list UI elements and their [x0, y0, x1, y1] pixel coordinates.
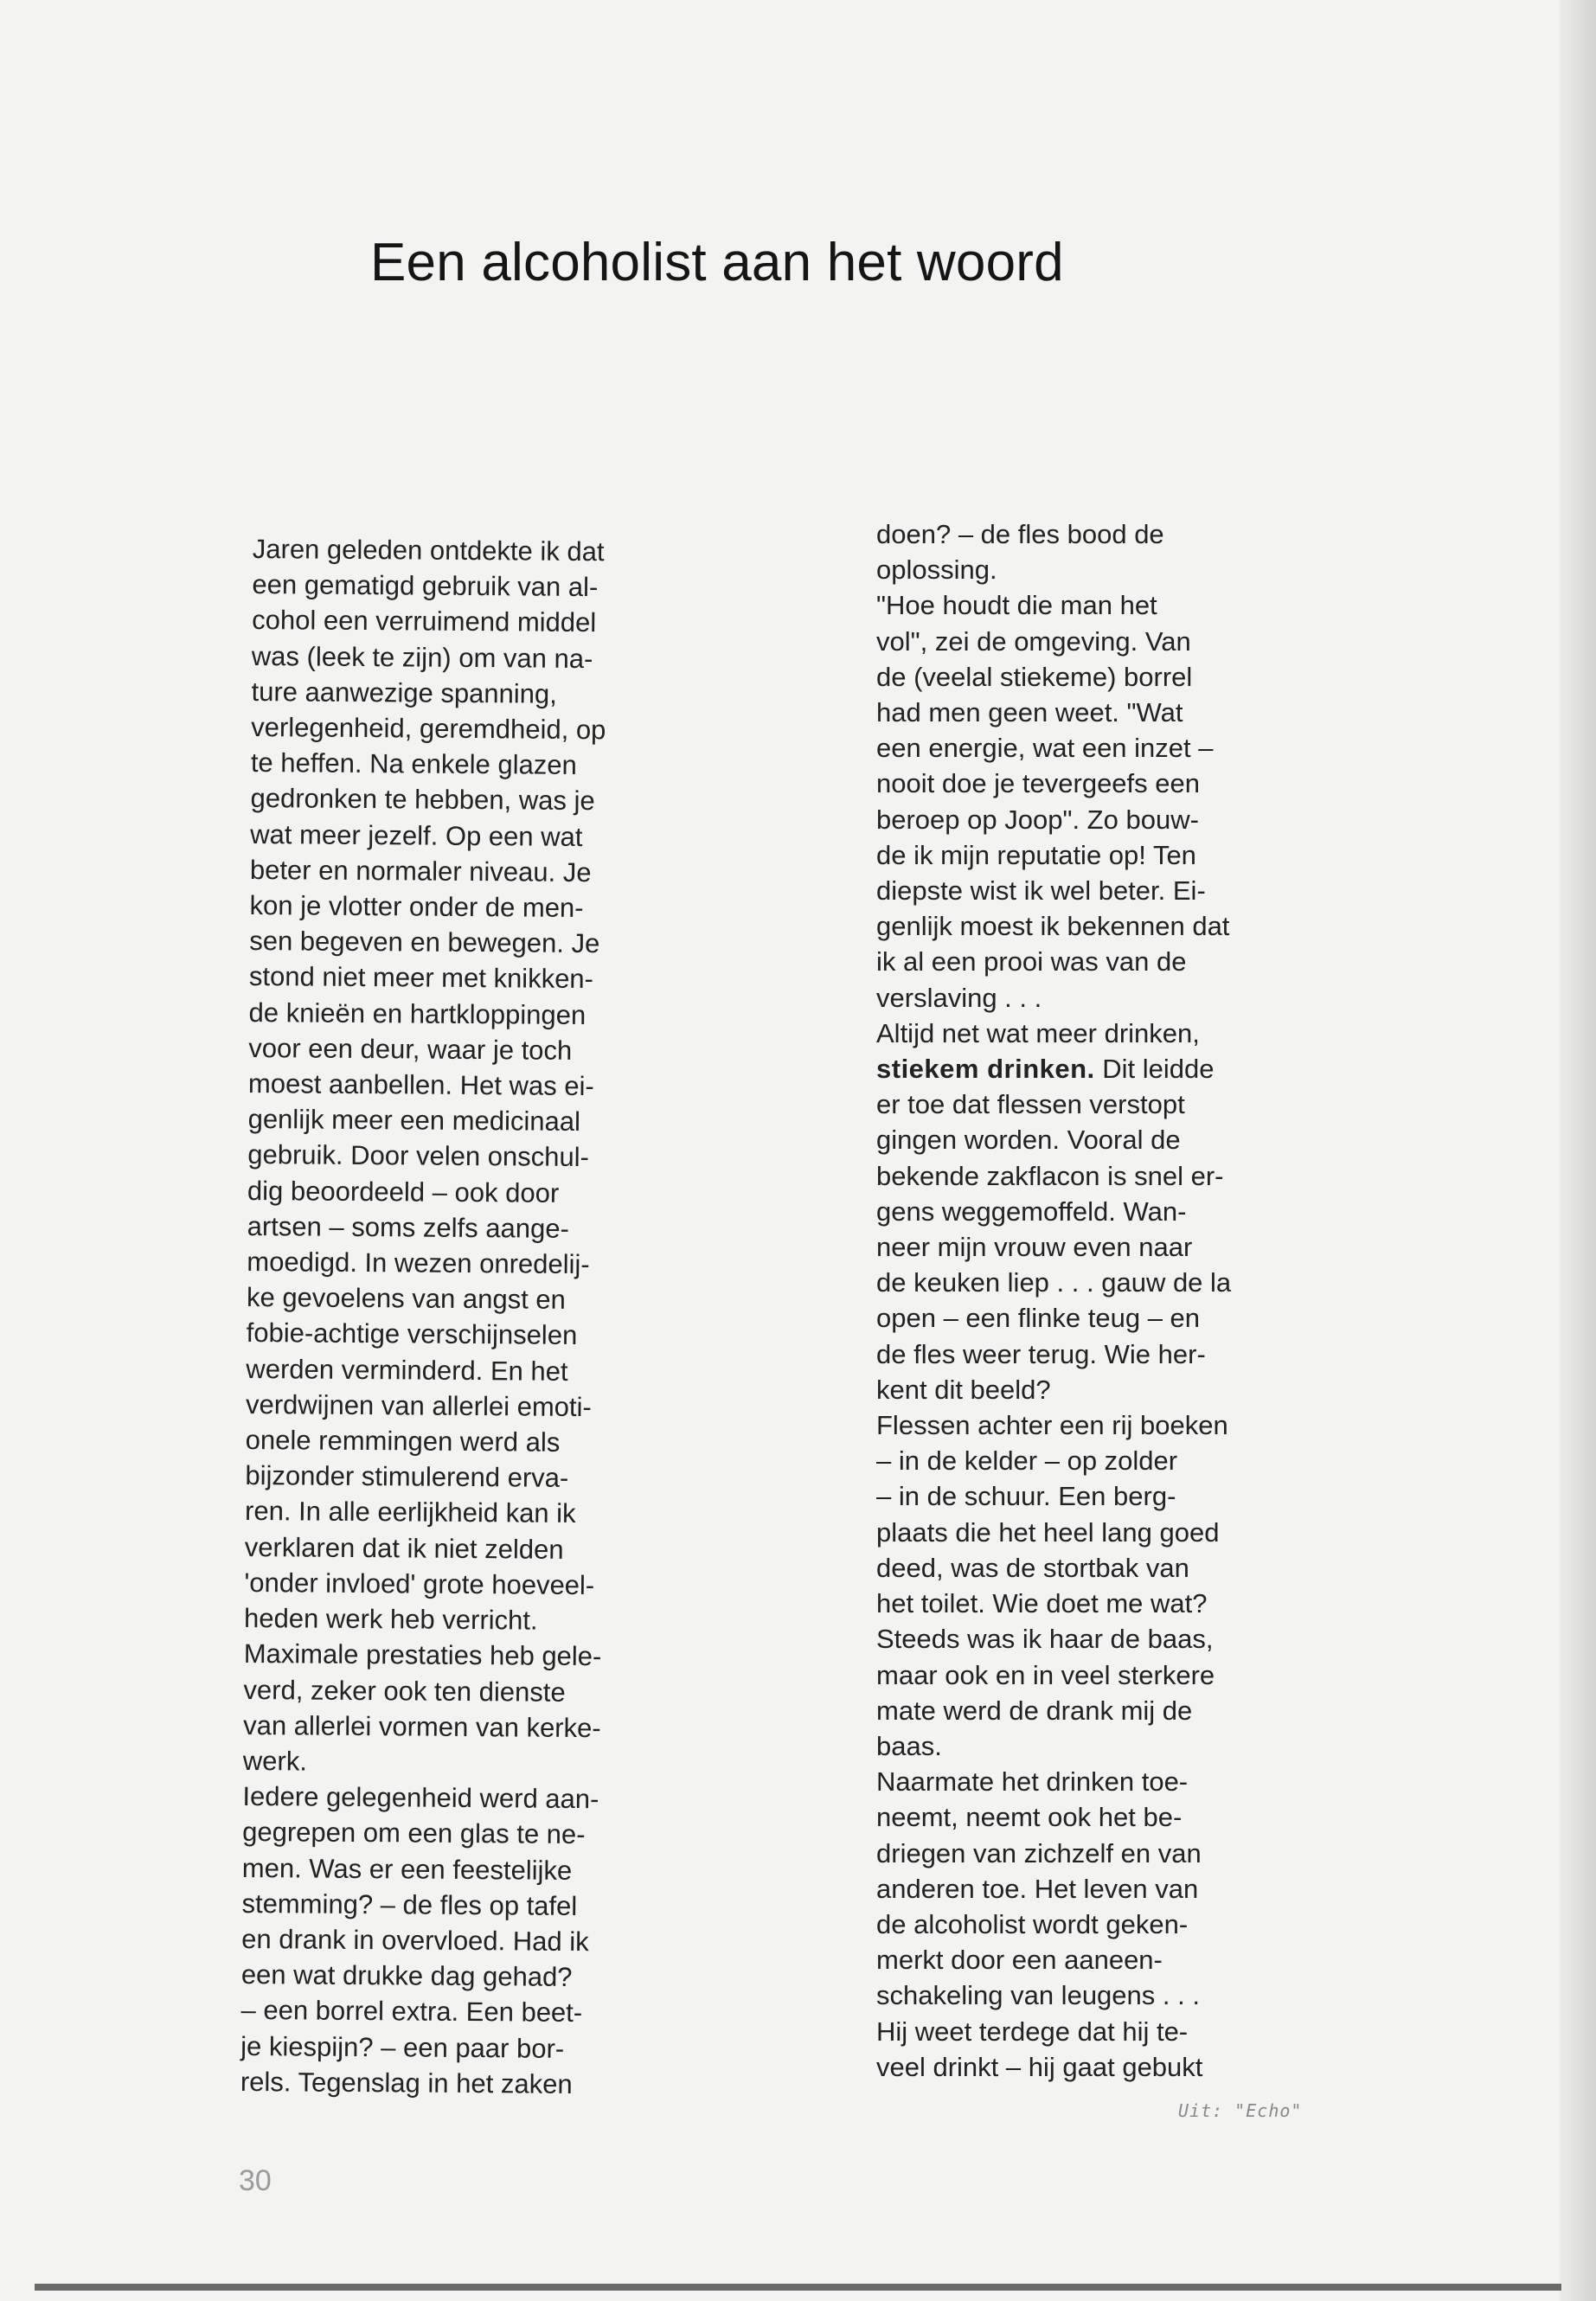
text-line: maar ook en in veel sterkere — [876, 1659, 1215, 1690]
text-line: van allerlei vormen van kerke- — [243, 1709, 601, 1743]
text-line: fobie-achtige verschijnselen — [246, 1317, 578, 1351]
text-line: – een borrel extra. Een beet- — [240, 1995, 583, 2029]
emphasis-tail: Dit leidde — [1094, 1054, 1215, 1085]
text-line: stond niet meer met knikken- — [248, 961, 594, 995]
text-line: merkt door een aaneen- — [876, 1945, 1163, 1976]
page-number: 30 — [239, 2164, 272, 2197]
text-line: had men geen weet. "Wat — [876, 697, 1183, 728]
text-line: onele remmingen werd als — [245, 1425, 561, 1458]
text-line: schakeling van leugens . . . — [876, 1980, 1200, 2011]
text-line: open – een flinke teug – en — [876, 1303, 1201, 1334]
text-line: artsen – soms zelfs aange- — [247, 1210, 570, 1244]
text-line: de keuken liep . . . gauw de la — [876, 1267, 1232, 1298]
text-line: Iedere gelegenheid werd aan- — [242, 1781, 599, 1815]
text-line: wat meer jezelf. Op een wat — [250, 818, 583, 852]
text-line: verd, zeker ook ten dienste — [243, 1674, 566, 1708]
text-line: plaats die het heel lang goed — [876, 1516, 1220, 1548]
text-line: 'onder invloed' grote hoeveel- — [244, 1567, 595, 1601]
text-line: neemt, neemt ook het be- — [876, 1802, 1183, 1833]
text-line: anderen toe. Het leven van — [876, 1873, 1199, 1904]
text-line: was (leek te zijn) om van na- — [251, 640, 593, 674]
text-line: voor een deur, waar je toch — [248, 1032, 573, 1066]
text-line: heden werk heb verricht. — [243, 1603, 538, 1636]
text-line: Jaren geleden ontdekte ik dat — [252, 533, 605, 567]
text-line: Naarmate het drinken toe- — [876, 1766, 1189, 1798]
text-line: een gematigd gebruik van al- — [252, 569, 599, 603]
article-title: Een alcoholist aan het woord — [370, 233, 1064, 292]
text-line: werden verminderd. En het — [246, 1353, 568, 1387]
text-line: – in de kelder – op zolder — [876, 1445, 1178, 1477]
text-line: ture aanwezige spanning, — [251, 676, 557, 709]
text-line: rels. Tegenslag in het zaken — [240, 2066, 573, 2099]
text-line: ik al een prooi was van de — [876, 946, 1187, 977]
text-line: je kiespijn? – een paar bor- — [240, 2030, 565, 2064]
text-line: dig beoordeeld – ook door — [247, 1175, 560, 1208]
text-line: de ik mijn reputatie op! Ten — [876, 839, 1196, 870]
text-line: verklaren dat ik niet zelden — [244, 1531, 564, 1565]
text-line: gedronken te hebben, was je — [250, 783, 595, 817]
text-line: de alcoholist wordt geken- — [876, 1908, 1189, 1939]
text-line: werk. — [242, 1745, 308, 1777]
text-line: een wat drukke dag gehad? — [240, 1959, 573, 1993]
text-line: sen begeven en bewegen. Je — [249, 926, 600, 959]
text-line: Altijd net wat meer drinken, — [876, 1017, 1200, 1048]
text-line: kent dit beeld? — [876, 1374, 1051, 1405]
left-column — [240, 531, 702, 2103]
text-line: gens weggemoffeld. Wan- — [876, 1195, 1187, 1227]
text-line: Hij weet terdege dat hij te- — [876, 2016, 1189, 2047]
text-line: verdwijnen van allerlei emoti- — [245, 1388, 592, 1422]
text-line: stemming? – de fles op tafel — [241, 1888, 578, 1921]
text-line: moest aanbellen. Het was ei- — [247, 1068, 594, 1102]
text-line: oplossing. — [876, 554, 997, 586]
text-line: vol", zei de omgeving. Van — [876, 625, 1191, 657]
page-edge-shadow — [1560, 0, 1596, 2301]
text-line: gingen worden. Vooral de — [876, 1125, 1181, 1156]
text-line: deed, was de stortbak van — [876, 1552, 1189, 1583]
text-line: moedigd. In wezen onredelij- — [247, 1247, 590, 1280]
text-line: Maximale prestaties heb gele- — [243, 1638, 602, 1672]
text-line: doen? – de fles bood de — [876, 519, 1164, 549]
text-line: de (veelal stiekeme) borrel — [876, 661, 1193, 692]
text-line: beter en normaler niveau. Je — [249, 854, 592, 888]
text-line: en drank in overvloed. Had ik — [241, 1923, 589, 1958]
emphasis-text: stiekem drinken. — [876, 1054, 1095, 1085]
text-line: Steeds was ik haar de baas, — [876, 1624, 1214, 1655]
text-line: diepste wist ik wel beter. Ei- — [876, 875, 1206, 907]
text-line: gebruik. Door velen onschul- — [247, 1139, 590, 1173]
text-line: – in de schuur. Een berg- — [876, 1481, 1176, 1512]
text-line: mate werd de drank mij de — [876, 1695, 1193, 1726]
text-line: "Hoe houdt die man het — [876, 590, 1157, 621]
text-line: er toe dat flessen verstopt — [876, 1089, 1185, 1120]
text-line: bekende zakflacon is snel er- — [876, 1160, 1224, 1191]
text-line: genlijk moest ik bekennen dat — [876, 911, 1230, 942]
right-column — [876, 516, 1326, 2085]
page-bottom-edge — [35, 2284, 1561, 2291]
text-line: verslaving . . . — [876, 982, 1042, 1013]
text-line: Flessen achter een rij boeken — [876, 1410, 1228, 1441]
text-line: kon je vlotter onder de men- — [249, 890, 584, 924]
text-line: veel drinkt – hij gaat gebukt — [876, 2051, 1203, 2082]
text-line: verlegenheid, geremdheid, op — [251, 712, 606, 746]
text-line: cohol een verruimend middel — [252, 605, 597, 638]
text-line: de knieën en hartkloppingen — [248, 997, 586, 1030]
text-line: genlijk meer een medicinaal — [247, 1104, 581, 1138]
text-line: gegrepen om een glas te ne- — [242, 1817, 586, 1850]
text-line: het toilet. Wie doet me wat? — [876, 1588, 1208, 1619]
source-credit: Uit: "Echo" — [1178, 2100, 1303, 2121]
text-line: driegen van zichzelf en van — [876, 1837, 1202, 1868]
text-line: beroep op Joop". Zo bouw- — [876, 804, 1199, 835]
text-line: nooit doe je tevergeefs een — [876, 768, 1200, 799]
text-line: neer mijn vrouw even naar — [876, 1232, 1193, 1263]
text-line — [876, 1051, 1326, 1086]
text-line: een energie, wat een inzet – — [876, 733, 1214, 764]
text-line: te heffen. Na enkele glazen — [250, 747, 577, 781]
text-line: ke gevoelens van angst en — [246, 1282, 566, 1316]
text-line: ren. In alle eerlijkheid kan ik — [244, 1496, 576, 1529]
text-line: de fles weer terug. Wie her- — [876, 1338, 1206, 1369]
text-line: baas. — [876, 1730, 942, 1761]
text-line: bijzonder stimulerend erva- — [245, 1460, 569, 1494]
text-line: men. Was er een feestelijke — [241, 1852, 573, 1886]
